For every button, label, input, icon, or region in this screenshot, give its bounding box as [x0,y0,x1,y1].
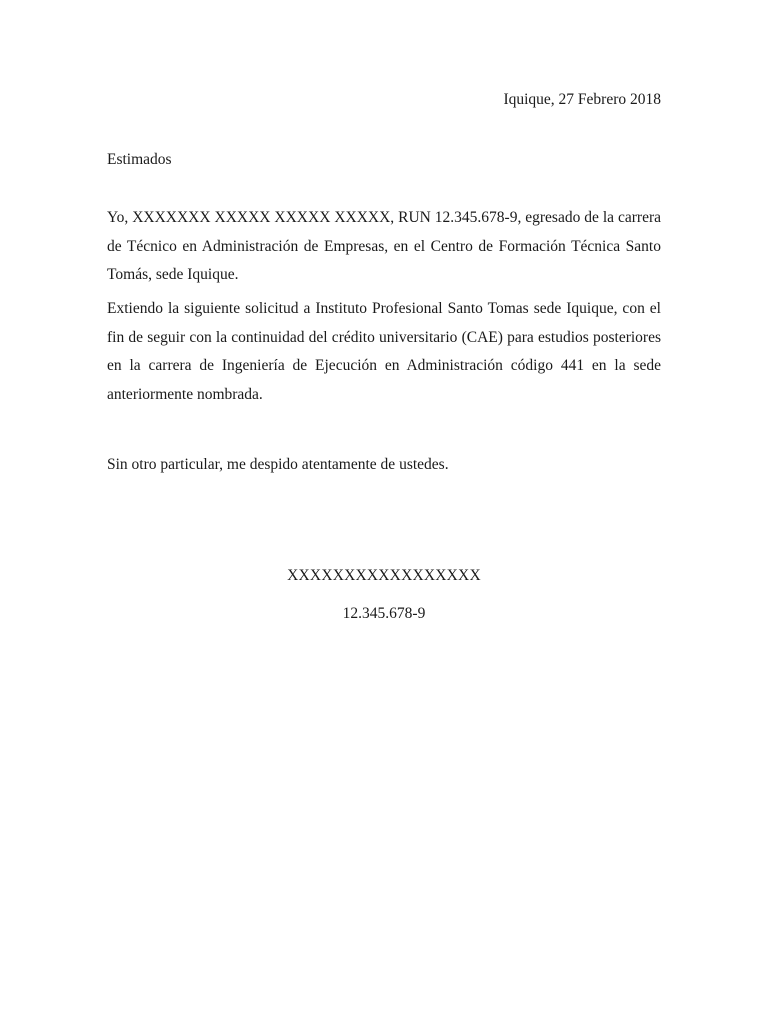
greeting: Estimados [107,151,172,168]
signature-name: XXXXXXXXXXXXXXXXX [287,567,481,584]
closing-line: Sin otro particular, me despido atentamente de ustedes. [107,456,449,473]
paragraph-request: Extiendo la siguiente solicitud a Instituto Profesional Santo Tomas sede Iquique, con el fin de seguir con la continuidad del crédito universitario (CAE) para estudios posteriores en la carrera de Ingeniería de Ejecución en Administración código 441 en la sede anteriormente nombrada. [107,300,661,403]
paragraph-introduction: Yo, XXXXXXX XXXXX XXXXX XXXXX, RUN 12.345.678-9, egresado de la carrera de Técnico en Administración de Empresas, en el Centro de Formación Técnica Santo Tomás, sede Iquique. [107,209,661,284]
signature-run: 12.345.678-9 [342,605,426,622]
date-line: Iquique, 27 Febrero 2018 [503,91,661,108]
